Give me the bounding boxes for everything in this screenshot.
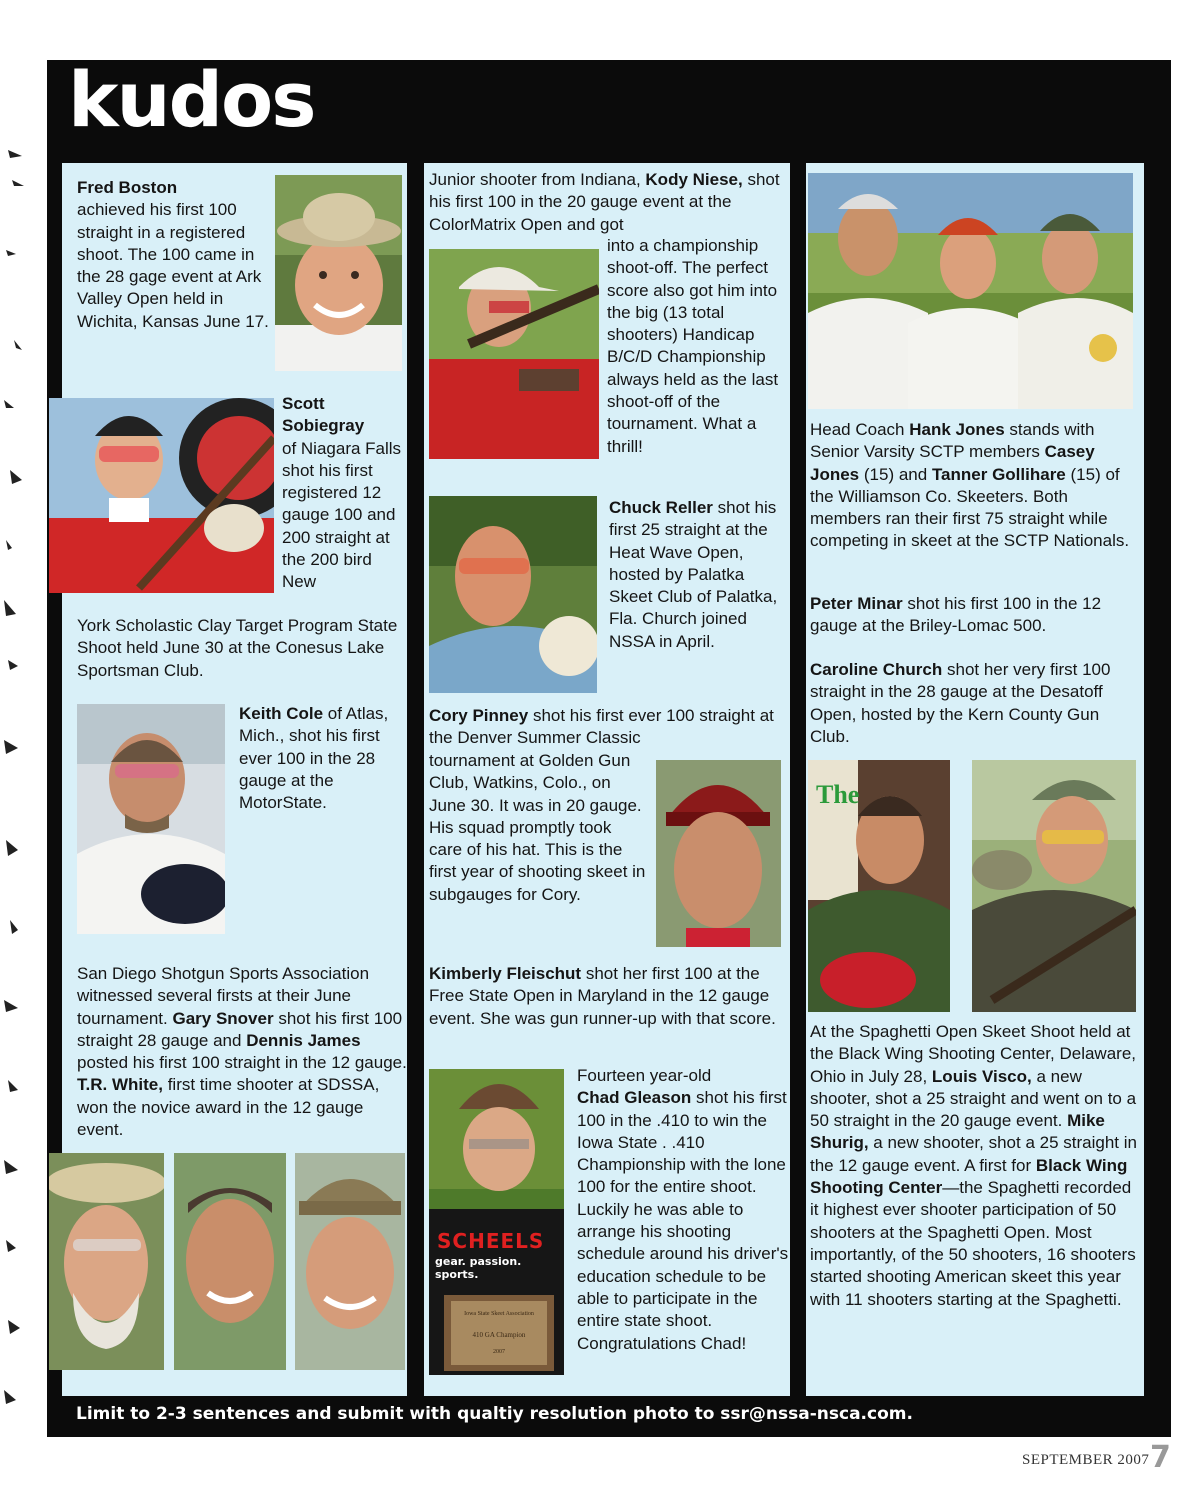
name-hank-jones: Hank Jones [909, 420, 1005, 439]
photo-scott-sobiegray [49, 398, 274, 593]
name-casey-jones: Casey Jones [810, 442, 1095, 484]
photo-kody-niese [429, 249, 599, 459]
photo-mike-shurig [972, 760, 1136, 1012]
sign-text: The [816, 780, 860, 809]
photo-keith-cole [77, 704, 225, 934]
shirt-text-tagline: gear. passion. sports. [435, 1255, 522, 1281]
name-peter-minar: Peter Minar [810, 594, 903, 613]
name-louis-visco: Louis Visco, [931, 1066, 1032, 1086]
text-cory-2: tournament at Golden Gun Club, Watkins, Colo., on June 30. It was in 20 gauge. His squad promptly took care of his hat. This is the first year of shooting skeet in subgauges for Cory. [429, 751, 646, 904]
text-scott-sobiegray-a: of Niagara Falls shot his first registered 12 gauge 100 and 200 straight at the 200 bird New [282, 438, 402, 592]
text-chad-2: shot his first 100 in the .410 to win the Iowa State . .410 Championship with the lone 100 for the entire shoot. Luckily he was able to arrange his shooting schedule around his driver's education schedule to be able to participate in the entire state shoot. Congratulations Chad! [577, 1088, 789, 1353]
name-caroline-church: Caroline Church [810, 660, 943, 679]
text-kody-1: Junior shooter from Indiana, [429, 170, 641, 189]
section-title: kudos [68, 55, 315, 144]
text-scott-sobiegray-b: York Scholastic Clay Target Program State Shoot held June 30 at the Conesus Lake Sportsman Club. [77, 616, 398, 680]
text-caroline-church: shot her very first 100 straight in the 28 gauge at the Desatoff Open, hosted by the Kern County Gun Club. [810, 660, 1111, 746]
text-fred-boston: achieved his first 100 straight in a registered shoot. The 100 came in the 28 gage event at Ark Valley Open held in Wichita, Kansas June 17. [77, 200, 269, 331]
photo-hank-jones [808, 173, 1133, 409]
photo-fred-boston [275, 175, 402, 371]
text-hank-1: Head Coach [810, 420, 905, 439]
text-hank-4: (15) of the Williamson Co. Skeeters. Both members ran their first 75 straight while competing in skeet at the SCTP Nationals. [810, 464, 1130, 551]
text-chad-1: Fourteen year-old [577, 1066, 712, 1085]
text-sandiego-4: first time shooter at SDSSA, won the novice award in the 12 gauge event. [77, 1075, 380, 1140]
column-middle [424, 163, 790, 1396]
name-chuck-reller: Chuck Reller [609, 498, 713, 517]
photo-sandiego-3 [295, 1153, 405, 1370]
photo-louis-visco [808, 760, 950, 1012]
text-kody-3: into a championship shoot-off. The perfect score also got him into the big (13 total shooters) Handicap B/C/D Championship always held as the last shoot-off of the tournament. What a thrill! [607, 236, 779, 456]
text-hank-3: (15) and [863, 464, 928, 484]
page-number: 7 [1150, 1440, 1171, 1475]
name-kody-niese: Kody Niese, [645, 170, 743, 189]
text-spaghetti-4: —the Spaghetti recorded it highest ever shooter participation of 50 shooters at the Spaghetti Open. Most importantly, of the 50 shooters, 16 shooters started shooting American skeet this year with 11 shooters starting at the Spaghetti. [810, 1178, 1136, 1309]
name-fred-boston: Fred Boston [77, 178, 178, 197]
text-spaghetti-1: At the Spaghetti Open Skeet Shoot held at the Black Wing Shooting Center, Delaware, Ohio in July 28, [810, 1022, 1137, 1086]
text-spaghetti-2: a new shooter, shot a 25 straight and went on to a 50 straight in the 20 gauge event. [810, 1066, 1137, 1131]
name-cory-pinney: Cory Pinney [429, 706, 529, 725]
name-gary-snover: Gary Snover [172, 1008, 274, 1028]
page-label: SEPTEMBER 2007 [1022, 1452, 1150, 1468]
photo-cory-pinney [656, 760, 781, 947]
text-keith-cole: of Atlas, Mich., shot his first ever 100 in the 28 gauge at the MotorState. [239, 704, 389, 813]
photo-chuck-reller [429, 496, 597, 693]
name-mike-shurig: Mike Shurig, [810, 1111, 1105, 1153]
name-black-wing: Black Wing Shooting Center [810, 1155, 1128, 1198]
text-spaghetti-3: a new shooter, shot a 25 straight in the 12 gauge event. A first for [810, 1133, 1137, 1175]
name-tanner-gollihare: Tanner Gollihare [931, 464, 1066, 484]
photo-sandiego-1 [49, 1153, 164, 1370]
torn-page-edge [0, 140, 30, 1420]
submission-footer: Limit to 2-3 sentences and submit with qualtiy resolution photo to ssr@nssa-nsca.com. [76, 1404, 913, 1424]
shirt-text-scheels: SCHEELS [437, 1229, 545, 1253]
text-sandiego-3: posted his first 100 straight in the 12 gauge. [77, 1053, 407, 1073]
name-keith-cole: Keith Cole [239, 704, 324, 723]
name-scott-sobiegray: Scott Sobiegray [282, 394, 365, 436]
column-left [62, 163, 407, 1396]
plaque-line3: 2007 [493, 1349, 505, 1355]
name-kimberly-fleischut: Kimberly Fleischut [429, 964, 582, 983]
text-kody-2: shot his first 100 in the 20 gauge event at the ColorMatrix Open and got [429, 170, 780, 234]
name-chad-gleason: Chad Gleason [577, 1088, 692, 1108]
column-right [806, 163, 1144, 1396]
name-tr-white: T.R. White, [77, 1075, 163, 1095]
text-kimberly-fleischut: shot her first 100 at the Free State Open in Maryland in the 12 gauge event. She was gun runner-up with that score. [429, 964, 776, 1028]
text-sandiego-2: shot his first 100 straight 28 gauge and [77, 1008, 403, 1050]
name-dennis-james: Dennis James [246, 1030, 361, 1050]
photo-chad-gleason [429, 1069, 564, 1375]
photo-sandiego-2 [174, 1153, 286, 1370]
text-cory-1: shot his first ever 100 straight at the Denver Summer Classic [429, 706, 774, 748]
text-sandiego-1: San Diego Shotgun Sports Association witnessed several firsts at their June tournament. [77, 964, 370, 1028]
text-hank-2: stands with Senior Varsity SCTP members [810, 420, 1095, 462]
text-chuck-reller: shot his first 25 straight at the Heat Wave Open, hosted by Palatka Skeet Club of Palatka, Fla. Church joined NSSA in April. [609, 498, 778, 651]
plaque-line2: 410 GA Champion [472, 1331, 526, 1339]
text-peter-minar: shot his first 100 in the 12 gauge at the Briley-Lomac 500. [810, 594, 1102, 636]
plaque-line1: Iowa State Skeet Association [464, 1311, 534, 1317]
